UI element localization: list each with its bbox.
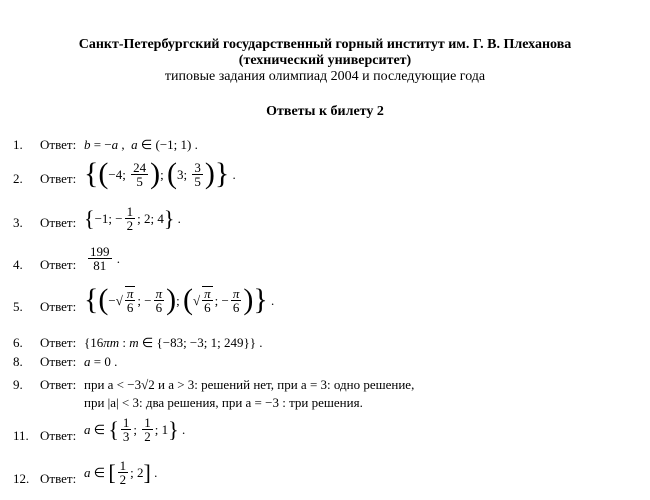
item-number: 9. [13,377,23,392]
answer-label: Ответ: [40,354,77,369]
page-title: Ответы к билету 2 [266,104,384,119]
item-number: 5. [13,299,23,314]
item-number: 6. [13,335,23,350]
olympiad-caption: типовые задания олимпиад 2004 и последующие года [164,69,486,84]
answer-label: Ответ: [40,299,77,314]
answer-label: Ответ: [40,215,77,230]
answer-formula: { ( −√ $\frac{\pi}{6}$ ; − $\frac{\pi}{6}$ ) ; ( √ $\frac{\pi}{6}$ ; − $\frac{\pi}{6}$ ) } . [84,283,275,316]
item-number: 12. [13,471,30,486]
answer-formula: a ∈ { $\frac{1}{3}$ ; $\frac{1}{2}$ ; 1 } . [84,415,186,444]
answer-formula: { ( −4; $\frac{24}{5}$ ) ; ( 3; $\frac{3}{5}$ ) } . [84,157,236,190]
answer-label: Ответ: [40,428,77,443]
item-number: 2. [13,171,23,186]
item-number: 4. [13,257,23,272]
answer-formula: {16 πm : m ∈ {−83; −3; 1; 249}} . [84,335,263,350]
answer-formula: { −1; − $\frac{1}{2}$ ; 2; 4 } . [84,204,181,233]
answer-formula: $\frac{199}{81}$ . [90,244,120,273]
answer-label: Ответ: [40,137,77,152]
item-number: 1. [13,137,23,152]
answer-label: Ответ: [40,335,77,350]
answer-formula: b = − a , a ∈ (−1; 1) . [84,137,198,152]
answer-label: Ответ: [40,377,77,392]
item-number: 11. [13,428,29,443]
answer-label: Ответ: [40,257,77,272]
answer-label: Ответ: [40,471,77,486]
item-number: 3. [13,215,23,230]
answer-text-line-1: при a < −3√2 и a > 3: решений нет, при a = 3: одно решение, [84,377,415,392]
item-number: 8. [13,354,23,369]
answer-formula: a = 0 . [84,354,118,369]
answer-label: Ответ: [40,171,77,186]
answer-formula: a ∈ [ $\frac{1}{2}$ ; 2 ] . [84,458,158,487]
institute-name: Санкт-Петербургский государственный горный институт им. Г. В. Плеханова [78,37,572,52]
answer-text-line-2: при |a| < 3: два решения, при a = −3 : три решения. [84,395,363,410]
university-subtitle: (технический университет) [238,53,412,68]
